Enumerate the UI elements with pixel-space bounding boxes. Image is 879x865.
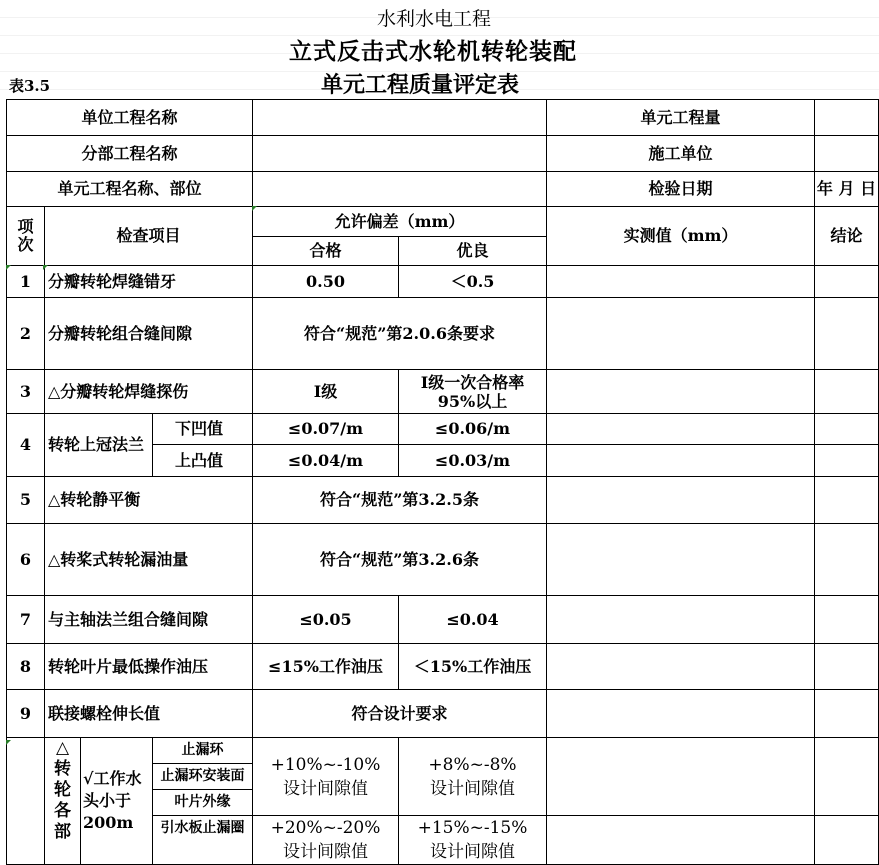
row-measured[interactable] — [547, 690, 815, 738]
row-item: 分瓣转轮焊缝错牙 — [45, 266, 253, 298]
row-measured[interactable] — [547, 644, 815, 690]
row-measured[interactable] — [547, 596, 815, 644]
row-excellent: Ⅰ级一次合格率95%以上 — [399, 370, 547, 414]
row-excellent — [399, 816, 547, 865]
table-row — [7, 266, 879, 298]
row-spec: 符合设计要求 — [253, 690, 547, 738]
evaluation-table — [6, 99, 879, 865]
row-measured[interactable] — [547, 266, 815, 298]
col-tolerance: 允许偏差（mm） — [253, 207, 547, 237]
row-conclusion[interactable] — [815, 298, 879, 370]
row-qualified: ≤15%工作油压 — [253, 644, 399, 690]
contractor-value[interactable] — [815, 136, 879, 172]
row-subitem: 下凹值 — [153, 414, 253, 445]
row-conclusion[interactable] — [815, 524, 879, 596]
row-conclusion[interactable] — [815, 690, 879, 738]
col-item-no: 项次 — [7, 207, 45, 266]
row-item: △分瓣转轮焊缝探伤 — [45, 370, 253, 414]
header-title: 立式反击式水轮机转轮装配 — [289, 38, 577, 65]
col-qualified: 合格 — [253, 237, 399, 266]
row-conclusion[interactable] — [815, 816, 879, 865]
row-no: 6 — [7, 524, 45, 596]
element-value[interactable] — [253, 172, 547, 207]
row-subitem: 引水板止漏圈 — [153, 816, 253, 865]
info-row-2 — [7, 136, 879, 172]
excellent-range: +15%~-15% — [417, 818, 528, 838]
row-excellent: ≤0.03/m — [399, 445, 547, 477]
row-item: △转轮静平衡 — [45, 477, 253, 524]
row-head: √工作水头小于200m — [81, 738, 153, 865]
comment-marker — [43, 265, 48, 270]
row-conclusion[interactable] — [815, 738, 879, 816]
row-subitem: 止漏环 — [153, 738, 253, 764]
row-conclusion[interactable] — [815, 477, 879, 524]
row-subitem: 叶片外缘 — [153, 790, 253, 816]
row-excellent: ≤0.04 — [399, 596, 547, 644]
table-row — [7, 690, 879, 738]
row-item: 联接螺栓伸长值 — [45, 690, 253, 738]
row-conclusion[interactable] — [815, 445, 879, 477]
row-no: 9 — [7, 690, 45, 738]
row-measured[interactable] — [547, 738, 815, 816]
row-measured[interactable] — [547, 298, 815, 370]
qualified-range: +20%~-20% — [270, 818, 381, 838]
inspect-date-value[interactable]: 年 月 日 — [815, 172, 879, 207]
table-row — [7, 477, 879, 524]
sub-project-label: 分部工程名称 — [7, 136, 253, 172]
comment-marker — [6, 740, 11, 745]
row-excellent — [399, 738, 547, 816]
row-no: 2 — [7, 298, 45, 370]
row-spec: 符合“规范”第2.0.6条要求 — [253, 298, 547, 370]
row-spec: 符合“规范”第3.2.5条 — [253, 477, 547, 524]
row-measured[interactable] — [547, 370, 815, 414]
qualified-note: 设计间隙值 — [283, 842, 368, 862]
row-no: 4 — [7, 414, 45, 477]
row-no: 1 — [7, 266, 45, 298]
header-line1: 水利水电工程 — [377, 8, 492, 30]
row-no: 5 — [7, 477, 45, 524]
table-row — [7, 738, 879, 764]
row-no: 3 — [7, 370, 45, 414]
unit-quantity-label: 单元工程量 — [547, 100, 815, 136]
col-conclusion: 结论 — [815, 207, 879, 266]
row-excellent: ≤0.06/m — [399, 414, 547, 445]
row-no: 8 — [7, 644, 45, 690]
info-row-3 — [7, 172, 879, 207]
row-conclusion[interactable] — [815, 644, 879, 690]
row-measured[interactable] — [547, 414, 815, 445]
row-subitem: 止漏环安装面 — [153, 764, 253, 790]
unit-quantity-value[interactable] — [815, 100, 879, 136]
row-no — [7, 738, 45, 865]
row-conclusion[interactable] — [815, 596, 879, 644]
row-spec: 符合“规范”第3.2.6条 — [253, 524, 547, 596]
row-excellent: ＜15%工作油压 — [399, 644, 547, 690]
row-qualified: ≤0.05 — [253, 596, 399, 644]
row-qualified: ≤0.04/m — [253, 445, 399, 477]
qualified-note: 设计间隙值 — [283, 778, 368, 799]
table-row — [7, 414, 879, 445]
row-measured[interactable] — [547, 524, 815, 596]
excellent-note: 设计间隙值 — [430, 778, 515, 799]
row-measured[interactable] — [547, 445, 815, 477]
row-no: 7 — [7, 596, 45, 644]
excellent-note: 设计间隙值 — [430, 842, 515, 862]
table-number: 表3.5 — [9, 77, 51, 95]
comment-marker — [252, 206, 257, 211]
table-row — [7, 524, 879, 596]
excellent-range: +8%~-8% — [428, 754, 517, 775]
row-qualified — [253, 738, 399, 816]
row-item: 转轮叶片最低操作油压 — [45, 644, 253, 690]
col-excellent: 优良 — [399, 237, 547, 266]
comment-marker — [6, 265, 11, 270]
col-measured: 实测值（mm） — [547, 207, 815, 266]
table-row — [7, 370, 879, 414]
sub-project-value[interactable] — [253, 136, 547, 172]
column-header-row — [7, 207, 879, 237]
element-label: 单元工程名称、部位 — [7, 172, 253, 207]
row-item: 分瓣转轮组合缝间隙 — [45, 298, 253, 370]
row-item: 与主轴法兰组合缝间隙 — [45, 596, 253, 644]
row-subitem: 上凸值 — [153, 445, 253, 477]
row-qualified: 0.50 — [253, 266, 399, 298]
unit-project-label: 单位工程名称 — [7, 100, 253, 136]
info-row-1 — [7, 100, 879, 136]
row-item: △转桨式转轮漏油量 — [45, 524, 253, 596]
row-conclusion[interactable] — [815, 414, 879, 445]
inspect-date-label: 检验日期 — [547, 172, 815, 207]
row-item: 转轮上冠法兰 — [45, 414, 153, 477]
row-qualified — [253, 816, 399, 865]
qualified-range: +10%~-10% — [270, 754, 381, 775]
row-qualified: Ⅰ级 — [253, 370, 399, 414]
unit-project-value[interactable] — [253, 100, 547, 136]
row-measured[interactable] — [547, 477, 815, 524]
row-measured[interactable] — [547, 816, 815, 865]
row-conclusion[interactable] — [815, 266, 879, 298]
row-group: △转轮各部 — [45, 738, 81, 865]
contractor-label: 施工单位 — [547, 136, 815, 172]
col-check-item: 检查项目 — [45, 207, 253, 266]
table-row — [7, 298, 879, 370]
table-row — [7, 644, 879, 690]
row-conclusion[interactable] — [815, 370, 879, 414]
header-subtitle: 单元工程质量评定表 — [321, 72, 520, 98]
row-excellent: ＜0.5 — [399, 266, 547, 298]
table-row — [7, 596, 879, 644]
row-qualified: ≤0.07/m — [253, 414, 399, 445]
